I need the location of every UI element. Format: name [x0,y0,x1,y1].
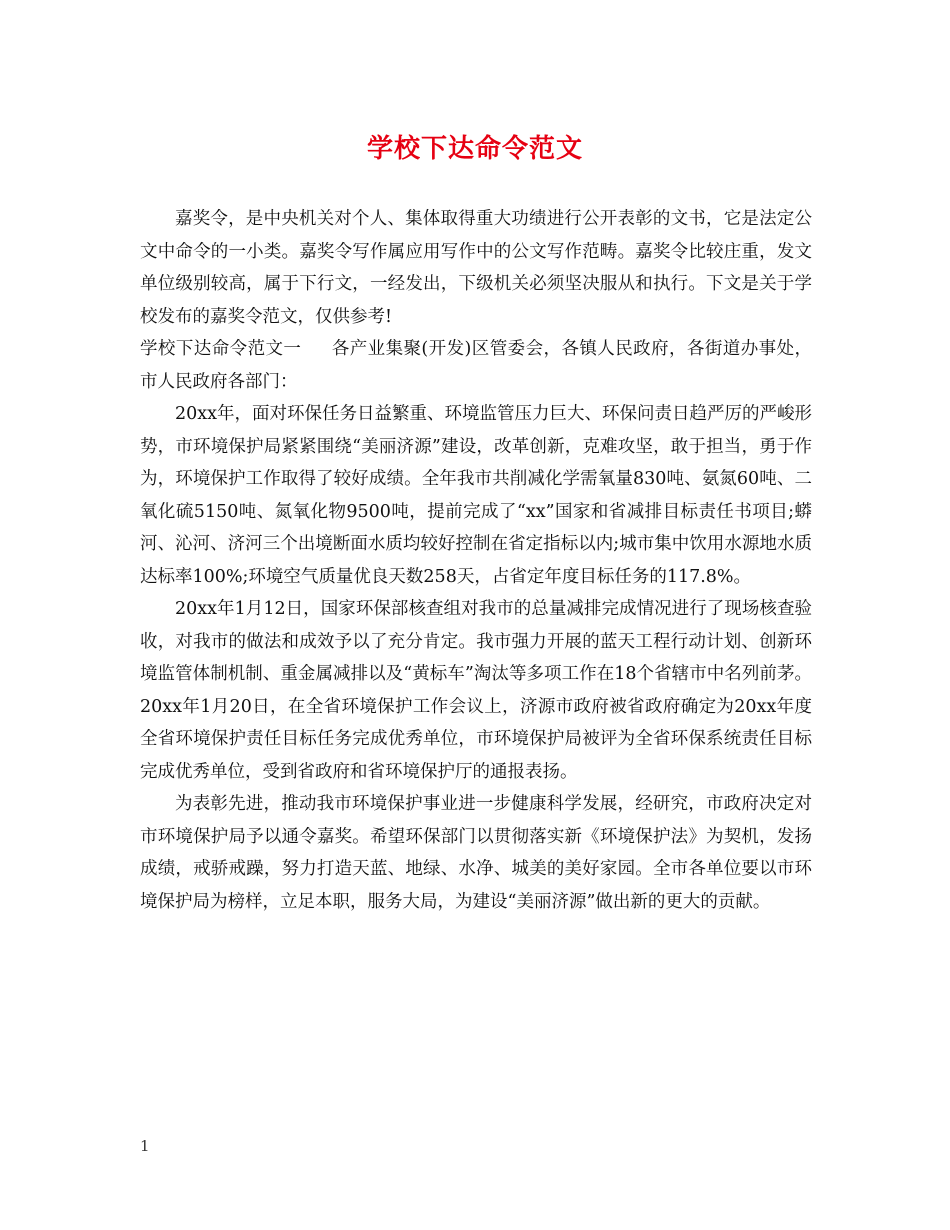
document-title: 学校下达命令范文 [366,134,583,164]
document-body [140,203,812,918]
sample-heading: 学校下达命令范文一 [140,339,302,359]
body-paragraph-commendation: 为表彰先进，推动我市环境保护事业进一步健康科学发展，经研究，市政府决定对市环境保护局予以通令嘉奖。希望环保部门以贯彻落实新《环境保护法》为契机，发扬成绩，戒骄戒躁，努力打造天蓝、地绿、水净、城美的美好家园。全市各单位要以市环境保护局为榜样，立足本职，服务大局，为建设“美丽济源”做出新的更大的贡献。 [140,794,812,912]
intro-paragraph: 嘉奖令，是中央机关对个人、集体取得重大功绩进行公开表彰的文书，它是法定公文中命令的一小类。嘉奖令写作属应用写作中的公文写作范畴。嘉奖令比较庄重，发文单位级别较高，属于下行文，一经发出，下级机关必须坚决服从和执行。下文是关于学校发布的嘉奖令范文，仅供参考! [140,209,812,327]
addressee-line [140,333,812,398]
body-paragraph-achievements: 20xx年，面对环保任务日益繁重、环境监管压力巨大、环保问责日趋严厉的严峻形势，市环境保护局紧紧围绕“美丽济源”建设，改革创新，克难攻坚，敢于担当，勇于作为，环境保护工作取得了较好成绩。全年我市共削减化学需氧量830吨、氨氮60吨、二氧化硫5150吨、氮氧化物9500吨，提前完成了“xx”国家和省减排目标责任书项目;蟒河、沁河、济河三个出境断面水质均较好控制在省定指标以内;城市集中饮用水源地水质达标率100%;环境空气质量优良天数258天，占省定年度目标任务的117.8%。 [140,404,813,587]
body-paragraph-verification: 20xx年1月12日，国家环保部核查组对我市的总量减排完成情况进行了现场核查验收，对我市的做法和成效予以了充分肯定。我市强力开展的蓝天工程行动计划、创新环境监管体制机制、重金属减排以及“黄标车”淘汰等多项工作在18个省辖市中名列前茅。20xx年1月20日，在全省环境保护工作会议上，济源市政府被省政府确定为20xx年度全省环境保护责任目标任务完成优秀单位，市环境保护局被评为全省环保系统责任目标完成优秀单位，受到省政府和省环境保护厅的通报表扬。 [140,599,812,782]
addressee: 各产业集聚(开发)区管委会，各镇人民政府，各街道办事处，市人民政府各部门： [140,339,813,392]
page-number: 1 [140,1137,150,1155]
